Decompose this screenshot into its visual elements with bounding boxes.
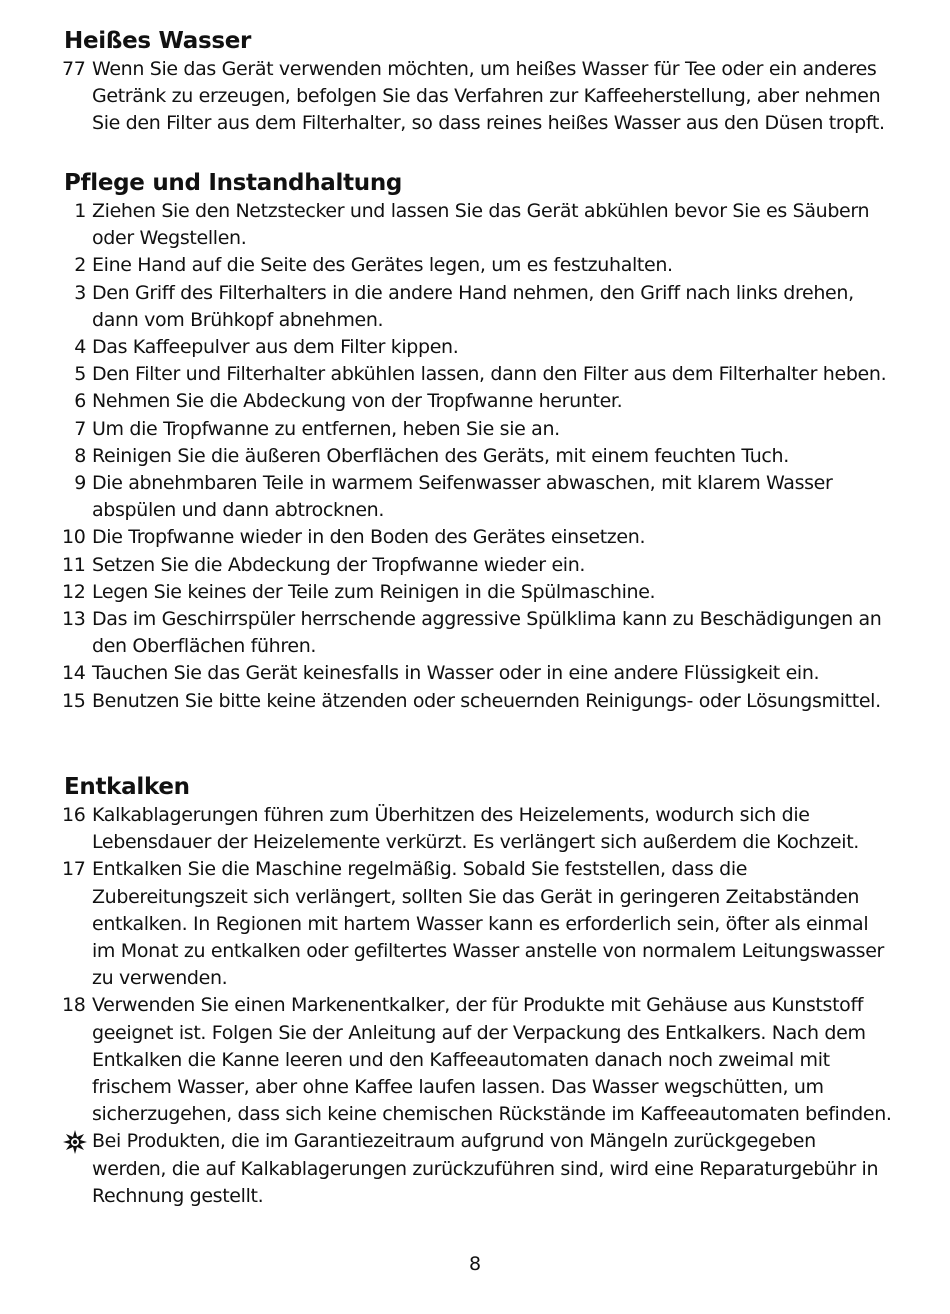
list-item <box>64 606 894 660</box>
warning-note <box>64 1128 894 1210</box>
item-number: 15 <box>62 689 86 712</box>
section-descaling <box>64 772 894 1210</box>
item-text: Wenn Sie das Gerät verwenden möchten, um heißes Wasser für Tee oder ein anderes Getränk zu erzeugen, befolgen Sie das Verfahren zur Kaffeeherstellung, aber nehmen Sie den Filter aus dem Filterhalter, so dass reines heißes Wasser aus den Düsen tropft. <box>92 58 885 135</box>
section-heading: Entkalken <box>64 774 190 800</box>
item-number: 3 <box>74 281 86 304</box>
section-heading: Heißes Wasser <box>64 28 252 54</box>
list-item <box>64 660 894 687</box>
item-text: Den Filter und Filterhalter abkühlen lassen, dann den Filter aus dem Filterhalter heben. <box>92 363 887 386</box>
item-number: 1 <box>74 200 86 222</box>
item-number: 18 <box>62 994 86 1017</box>
section-heading: Pflege und Instandhaltung <box>64 170 403 196</box>
list-item <box>64 334 894 361</box>
item-number: 10 <box>62 526 86 549</box>
list-item <box>64 252 894 279</box>
list-item <box>64 856 894 992</box>
item-number: 77 <box>62 58 86 80</box>
item-text: Benutzen Sie bitte keine ätzenden oder scheuernden Reinigungs- oder Lösungsmittel. <box>92 689 881 712</box>
section-hot-water <box>64 26 894 138</box>
list-item <box>64 416 894 443</box>
item-text: Entkalken Sie die Maschine regelmäßig. Sobald Sie feststellen, dass die Zubereitungszeit sich verlängert, sollten Sie das Gerät in geringeren Zeitabständen entkalken. In Regionen mit hartem Wasser kann es erforderlich sein, öfter als einmal im Monat zu entkalken oder gefiltertes Wasser anstelle von normalem Leitungswasser zu verwenden. <box>92 858 885 990</box>
item-text: Verwenden Sie einen Markenentkalker, der für Produkte mit Gehäuse aus Kunststoff geeignet ist. Folgen Sie der Anleitung auf der Verpackung des Entkalkers. Nach dem Entkalken die Kanne leeren und den Kaffeeautomaten danach noch zweimal mit frischem Wasser, aber ohne Kaffee laufen lassen. Das Wasser wegschütten, um sicherzugehen, dass sich keine chemischen Rückstände im Kaffeeautomaten befinden. <box>92 994 892 1126</box>
list-item <box>64 992 894 1128</box>
item-number: 8 <box>74 444 86 467</box>
item-number: 7 <box>74 417 86 440</box>
section-care <box>64 168 894 715</box>
item-number: 4 <box>74 336 86 359</box>
item-number: 2 <box>74 254 86 277</box>
item-number: 17 <box>62 858 86 881</box>
item-number: 9 <box>74 472 86 495</box>
item-number: 12 <box>62 580 86 603</box>
item-number: 13 <box>62 608 86 631</box>
item-number: 6 <box>74 390 86 413</box>
list-item <box>64 280 894 334</box>
item-text: Reinigen Sie die äußeren Oberflächen des Geräts, mit einem feuchten Tuch. <box>92 444 789 467</box>
item-number: 5 <box>74 363 86 386</box>
item-text: Den Griff des Filterhalters in die andere Hand nehmen, den Griff nach links drehen, dann vom Brühkopf abnehmen. <box>92 281 854 331</box>
list-item <box>64 688 894 715</box>
list-item <box>64 552 894 579</box>
list-item <box>64 802 894 856</box>
list-item <box>64 56 894 138</box>
list-item <box>64 443 894 470</box>
item-text: Nehmen Sie die Abdeckung von der Tropfwanne herunter. <box>92 390 623 413</box>
item-number: 16 <box>62 804 86 826</box>
item-text: Bei Produkten, die im Garantiezeitraum aufgrund von Mängeln zurückgegeben werden, die auf Kalkablagerungen zurückzuführen sind, wird eine Reparaturgebühr in Rechnung gestellt. <box>92 1130 879 1207</box>
page-number: 8 <box>468 1253 482 1275</box>
item-text: Das im Geschirrspüler herrschende aggressive Spülklima kann zu Beschädigungen an den Oberflächen führen. <box>92 608 882 658</box>
item-text: Legen Sie keines der Teile zum Reinigen in die Spülmaschine. <box>92 580 656 603</box>
sun-warning-icon <box>62 1128 88 1155</box>
item-text: Kalkablagerungen führen zum Überhitzen des Heizelements, wodurch sich die Lebensdauer der Heizelemente verkürzt. Es verlängert sich außerdem die Kochzeit. <box>92 804 859 854</box>
item-text: Das Kaffeepulver aus dem Filter kippen. <box>92 336 459 359</box>
list-item <box>64 470 894 524</box>
list-item <box>64 388 894 415</box>
item-number: 11 <box>62 553 86 576</box>
item-text: Die abnehmbaren Teile in warmem Seifenwasser abwaschen, mit klarem Wasser abspülen und dann abtrocknen. <box>92 472 833 522</box>
list-item <box>64 361 894 388</box>
item-text: Ziehen Sie den Netzstecker und lassen Sie das Gerät abkühlen bevor Sie es Säubern oder Wegstellen. <box>92 200 870 250</box>
item-number: 14 <box>62 662 86 685</box>
item-text: Um die Tropfwanne zu entfernen, heben Sie sie an. <box>92 417 560 440</box>
list-item <box>64 198 894 252</box>
item-text: Setzen Sie die Abdeckung der Tropfwanne wieder ein. <box>92 553 586 576</box>
item-text: Die Tropfwanne wieder in den Boden des Gerätes einsetzen. <box>92 526 646 549</box>
item-text: Tauchen Sie das Gerät keinesfalls in Wasser oder in eine andere Flüssigkeit ein. <box>92 662 820 685</box>
item-text: Eine Hand auf die Seite des Gerätes legen, um es festzuhalten. <box>92 254 673 277</box>
list-item <box>64 579 894 606</box>
list-item <box>64 524 894 551</box>
